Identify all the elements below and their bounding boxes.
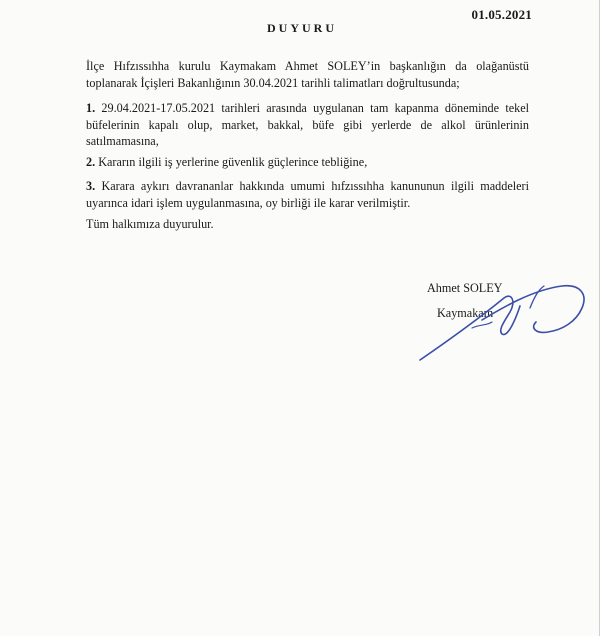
signatory-name: Ahmet SOLEY <box>427 281 503 295</box>
decision-item-number: 1. <box>86 101 96 115</box>
decision-item-1 <box>86 100 529 150</box>
document-title: DUYURU <box>267 21 337 35</box>
intro-paragraph: İlçe Hıfzıssıhha kurulu Kaymakam Ahmet SOLEY’in başkanlığın da olağanüstü toplanarak İçişleri Bakanlığının 30.04.2021 tarihli talimatları doğrultusunda; <box>86 59 529 90</box>
decision-item-text: Karara aykırı davrananlar hakkında umumi hıfzıssıhha kanununun ilgili maddeleri uyarınca idari işlem uygulanmasına, oy birliği ile karar verilmiştir. <box>86 179 530 210</box>
decision-item-number: 2. <box>86 155 96 169</box>
decision-item-text: 29.04.2021-17.05.2021 tarihleri arasında uygulanan tam kapanma döneminde tekel büfelerinin kapalı olup, market, bakkal, büfe gibi yerlerde de alkol ürünlerinin satılmamasına, <box>86 101 530 148</box>
decision-item-number: 3. <box>86 179 96 193</box>
handwritten-signature-icon <box>412 268 592 368</box>
signatory-title: Kaymakam <box>437 306 494 320</box>
decision-item-text: Kararın ilgili iş yerlerine güvenlik güçlerince tebliğine, <box>98 155 368 169</box>
decision-item-3 <box>86 178 529 211</box>
decision-item-2 <box>86 154 529 171</box>
closing-line: Tüm halkımıza duyurulur. <box>86 217 214 231</box>
document-date: 01.05.2021 <box>471 7 532 22</box>
